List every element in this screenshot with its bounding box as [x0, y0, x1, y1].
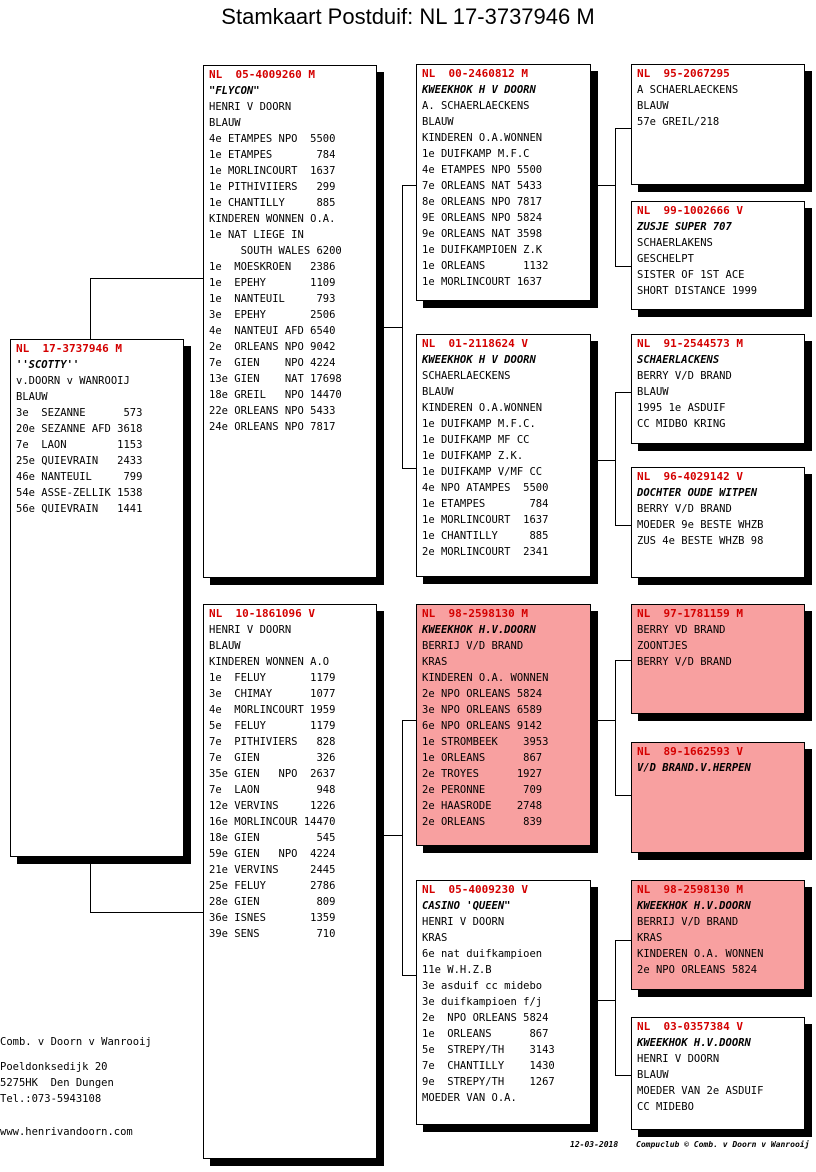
- info-line: 39e SENS 710: [209, 928, 336, 940]
- connector-line: [615, 392, 632, 393]
- info-line: BLAUW: [422, 116, 454, 128]
- info-line: 1e MORLINCOURT 1637: [422, 514, 549, 526]
- info-line: BERRY VD BRAND: [637, 624, 726, 636]
- ring-number: NL 91-2544573 M: [637, 337, 743, 350]
- info-line: SOUTH WALES 6200: [209, 245, 342, 257]
- info-line: 9e STREPY/TH 1267: [422, 1076, 555, 1088]
- info-line: 2e ORLEANS NPO 9042: [209, 341, 336, 353]
- info-line: 13e GIEN NAT 17698: [209, 373, 342, 385]
- pigeon-card-father: [203, 65, 377, 578]
- pigeon-card-father-mother: [416, 334, 591, 577]
- info-line: 6e NPO ORLEANS 9142: [422, 720, 543, 732]
- footer-date: 12-03-2018: [570, 1140, 619, 1149]
- ring-number: NL 01-2118624 V: [422, 337, 528, 350]
- info-line: 54e ASSE-ZELLIK 1538: [16, 487, 143, 499]
- ring-number: NL 00-2460812 M: [422, 67, 528, 80]
- ring-number: NL 03-0357384 V: [637, 1020, 743, 1033]
- ring-number: NL 05-4009230 V: [422, 883, 528, 896]
- info-line: 1e MORLINCOURT 1637: [209, 165, 336, 177]
- pigeon-name: "FLYCON": [209, 85, 260, 97]
- info-line: 2e NPO ORLEANS 5824: [422, 1012, 549, 1024]
- pigeon-name: CASINO 'QUEEN": [422, 900, 511, 912]
- owner-phone: Tel.:073-5943108: [0, 1093, 102, 1105]
- info-line: 1e MORLINCOURT 1637: [422, 276, 543, 288]
- info-line: 1e ETAMPES 784: [209, 149, 336, 161]
- info-line: 4e NPO ATAMPES 5500: [422, 482, 549, 494]
- connector-line: [402, 185, 417, 186]
- info-line: 1e DUIFKAMP MF CC: [422, 434, 530, 446]
- info-line: BERRIJ V/D BRAND: [422, 640, 524, 652]
- ring-number: NL 97-1781159 M: [637, 607, 743, 620]
- info-line: 6e nat duifkampioen: [422, 948, 543, 960]
- pigeon-name: DOCHTER OUDE WITPEN: [637, 487, 758, 499]
- pigeon-card-mff: [631, 604, 805, 714]
- connector-line: [615, 660, 632, 661]
- ring-number: NL 10-1861096 V: [209, 607, 315, 620]
- info-line: v.DOORN v WANROOIJ: [16, 375, 130, 387]
- info-line: MOEDER 9e BESTE WHZB: [637, 519, 764, 531]
- info-line: 18e GIEN 545: [209, 832, 336, 844]
- pigeon-name: ZUSJE SUPER 707: [637, 221, 732, 233]
- info-line: 7e LAON 1153: [16, 439, 143, 451]
- info-line: CC MIDEBO: [637, 1101, 694, 1113]
- connector-line: [402, 720, 403, 975]
- connector-line: [402, 720, 417, 721]
- connector-line: [402, 468, 417, 469]
- connector-line: [615, 795, 632, 796]
- info-line: KRAS: [637, 932, 663, 944]
- connector-line: [615, 1075, 632, 1076]
- info-line: BLAUW: [637, 386, 669, 398]
- info-line: BLAUW: [637, 100, 669, 112]
- info-line: 7e LAON 948: [209, 784, 336, 796]
- info-line: 4e MORLINCOURT 1959: [209, 704, 336, 716]
- info-line: HENRI V DOORN: [209, 101, 292, 113]
- info-line: BERRIJ V/D BRAND: [637, 916, 739, 928]
- info-line: KINDEREN WONNEN A.O: [209, 656, 330, 668]
- info-line: 24e ORLEANS NPO 7817: [209, 421, 336, 433]
- info-line: 7e GIEN 326: [209, 752, 336, 764]
- info-line: BERRY V/D BRAND: [637, 656, 732, 668]
- connector-line: [598, 185, 615, 186]
- connector-line: [615, 660, 616, 795]
- info-line: 25e QUIEVRAIN 2433: [16, 455, 143, 467]
- connector-line: [615, 392, 616, 525]
- info-line: BERRY V/D BRAND: [637, 370, 732, 382]
- info-line: SHORT DISTANCE 1999: [637, 285, 758, 297]
- connector-line: [598, 720, 615, 721]
- info-line: 1e NAT LIEGE IN: [209, 229, 304, 241]
- info-line: 36e ISNES 1359: [209, 912, 336, 924]
- pigeon-card-mother: [203, 604, 377, 1159]
- info-line: 1e CHANTILLY 885: [209, 197, 336, 209]
- info-line: 7e CHANTILLY 1430: [422, 1060, 555, 1072]
- info-line: 2e PERONNE 709: [422, 784, 543, 796]
- info-line: 1e ORLEANS 867: [422, 752, 543, 764]
- info-line: 1e MOESKROEN 2386: [209, 261, 336, 273]
- info-line: 7e GIEN NPO 4224: [209, 357, 336, 369]
- pigeon-name: SCHAERLACKENS: [637, 354, 720, 366]
- connector-line: [615, 128, 616, 266]
- connector-line: [598, 460, 615, 461]
- info-line: KINDEREN WONNEN O.A.: [209, 213, 336, 225]
- info-line: 1e PITHIVIIERS 299: [209, 181, 336, 193]
- pigeon-card-fff: [631, 64, 805, 185]
- info-line: 1e FELUY 1179: [209, 672, 336, 684]
- info-line: CC MIDBO KRING: [637, 418, 726, 430]
- info-line: 5e FELUY 1179: [209, 720, 336, 732]
- info-line: HENRI V DOORN: [637, 1053, 720, 1065]
- info-line: 4e ETAMPES NPO 5500: [422, 164, 543, 176]
- info-line: 1e DUIFKAMP Z.K.: [422, 450, 524, 462]
- info-line: 3e NPO ORLEANS 6589: [422, 704, 543, 716]
- info-line: BLAUW: [422, 386, 454, 398]
- info-line: 9e ORLEANS NAT 3598: [422, 228, 543, 240]
- pigeon-card-mother-mother: [416, 880, 591, 1125]
- info-line: SISTER OF 1ST ACE: [637, 269, 745, 281]
- info-line: 4e ETAMPES NPO 5500: [209, 133, 336, 145]
- info-line: BERRY V/D BRAND: [637, 503, 732, 515]
- pigeon-card-main: [10, 339, 184, 857]
- page-title: Stamkaart Postduif: NL 17-3737946 M: [221, 4, 595, 29]
- info-line: GESCHELPT: [637, 253, 694, 265]
- ring-number: NL 99-1002666 V: [637, 204, 743, 217]
- info-line: 35e GIEN NPO 2637: [209, 768, 336, 780]
- info-line: 1e STROMBEEK 3953: [422, 736, 549, 748]
- footer-credit: Compuclub © Comb. v Doorn v Wanrooij: [636, 1140, 810, 1149]
- pigeon-card-ffm: [631, 201, 805, 310]
- info-line: 7e ORLEANS NAT 5433: [422, 180, 543, 192]
- info-line: 3e duifkampioen f/j: [422, 996, 543, 1008]
- connector-line: [615, 128, 632, 129]
- pigeon-name: KWEEKHOK H.V.DOORN: [422, 624, 536, 636]
- connector-line: [90, 278, 91, 340]
- info-line: BLAUW: [16, 391, 48, 403]
- info-line: 7e PITHIVIERS 828: [209, 736, 336, 748]
- info-line: MOEDER VAN 2e ASDUIF: [637, 1085, 764, 1097]
- info-line: KRAS: [422, 932, 448, 944]
- info-line: KINDEREN O.A. WONNEN: [422, 672, 549, 684]
- info-line: 1e DUIFKAMP M.F.C: [422, 148, 530, 160]
- info-line: 2e ORLEANS 839: [422, 816, 543, 828]
- pigeon-name: ''SCOTTY'': [16, 359, 80, 371]
- info-line: 3e asduif cc midebo: [422, 980, 543, 992]
- info-line: 2e NPO ORLEANS 5824: [422, 688, 543, 700]
- pigeon-card-fmf: [631, 334, 805, 444]
- pigeon-card-fmm: [631, 467, 805, 578]
- info-line: BLAUW: [209, 640, 241, 652]
- info-line: KRAS: [422, 656, 448, 668]
- pigeon-card-mmf: [631, 880, 805, 990]
- ring-number: NL 05-4009260 M: [209, 68, 315, 81]
- pigeon-card-mmm: [631, 1017, 805, 1130]
- connector-line: [90, 278, 204, 279]
- ring-number: NL 98-2598130 M: [422, 607, 528, 620]
- connector-line: [598, 1000, 615, 1001]
- info-line: 3e EPEHY 2506: [209, 309, 336, 321]
- info-line: 9E ORLEANS NPO 5824: [422, 212, 543, 224]
- info-line: 2e TROYES 1927: [422, 768, 543, 780]
- connector-line: [384, 327, 402, 328]
- info-line: SCHAERLAECKENS: [422, 370, 511, 382]
- owner-city: 5275HK Den Dungen: [0, 1077, 114, 1089]
- info-line: 1e DUIFKAMP V/MF CC: [422, 466, 543, 478]
- pigeon-name: KWEEKHOK H.V.DOORN: [637, 1037, 751, 1049]
- connector-line: [90, 912, 204, 913]
- info-line: 1995 1e ASDUIF: [637, 402, 726, 414]
- info-line: BLAUW: [637, 1069, 669, 1081]
- owner-street: Poeldonksedijk 20: [0, 1061, 108, 1073]
- info-line: HENRI V DOORN: [422, 916, 505, 928]
- connector-line: [90, 857, 91, 912]
- info-line: 5e STREPY/TH 3143: [422, 1044, 555, 1056]
- owner-name: Comb. v Doorn v Wanrooij: [0, 1036, 152, 1048]
- connector-line: [615, 940, 616, 1075]
- pigeon-name: KWEEKHOK H V DOORN: [422, 84, 536, 96]
- info-line: 1e NANTEUIL 793: [209, 293, 336, 305]
- info-line: A. SCHAERLAECKENS: [422, 100, 530, 112]
- info-line: SCHAERLAKENS: [637, 237, 713, 249]
- info-line: 3e SEZANNE 573: [16, 407, 143, 419]
- pigeon-card-father-father: [416, 64, 591, 301]
- info-line: 2e MORLINCOURT 2341: [422, 546, 549, 558]
- connector-line: [615, 525, 632, 526]
- info-line: 1e DUIFKAMPIOEN Z.K: [422, 244, 543, 256]
- info-line: 1e DUIFKAMP M.F.C.: [422, 418, 536, 430]
- info-line: 16e MORLINCOUR 14470: [209, 816, 336, 828]
- info-line: KINDEREN O.A.WONNEN: [422, 402, 543, 414]
- ring-number: NL 95-2067295: [637, 67, 730, 80]
- pigeon-card-mfm: [631, 742, 805, 853]
- info-line: ZOONTJES: [637, 640, 688, 652]
- info-line: HENRI V DOORN: [209, 624, 292, 636]
- info-line: 1e ORLEANS 1132: [422, 260, 549, 272]
- ring-number: NL 17-3737946 M: [16, 342, 122, 355]
- info-line: 25e FELUY 2786: [209, 880, 336, 892]
- ring-number: NL 96-4029142 V: [637, 470, 743, 483]
- info-line: 2e HAASRODE 2748: [422, 800, 543, 812]
- info-line: 1e ORLEANS 867: [422, 1028, 549, 1040]
- info-line: 56e QUIEVRAIN 1441: [16, 503, 143, 515]
- info-line: KINDEREN O.A.WONNEN: [422, 132, 543, 144]
- info-line: 28e GIEN 809: [209, 896, 336, 908]
- connector-line: [615, 266, 632, 267]
- info-line: 2e NPO ORLEANS 5824: [637, 964, 758, 976]
- info-line: 3e CHIMAY 1077: [209, 688, 336, 700]
- info-line: 21e VERVINS 2445: [209, 864, 336, 876]
- info-line: 8e ORLEANS NPO 7817: [422, 196, 543, 208]
- info-line: 20e SEZANNE AFD 3618: [16, 423, 143, 435]
- connector-line: [402, 185, 403, 468]
- info-line: 1e EPEHY 1109: [209, 277, 336, 289]
- pigeon-name: KWEEKHOK H V DOORN: [422, 354, 536, 366]
- info-line: 12e VERVINS 1226: [209, 800, 336, 812]
- info-line: A SCHAERLAECKENS: [637, 84, 739, 96]
- info-line: 57e GREIL/218: [637, 116, 720, 128]
- pigeon-card-mother-father: [416, 604, 591, 846]
- info-line: 1e CHANTILLY 885: [422, 530, 549, 542]
- info-line: 1e ETAMPES 784: [422, 498, 549, 510]
- connector-line: [615, 940, 632, 941]
- info-line: 11e W.H.Z.B: [422, 964, 492, 976]
- ring-number: NL 98-2598130 M: [637, 883, 743, 896]
- info-line: 46e NANTEUIL 799: [16, 471, 143, 483]
- pigeon-name: V/D BRAND.V.HERPEN: [637, 762, 751, 774]
- info-line: 18e GREIL NPO 14470: [209, 389, 342, 401]
- info-line: ZUS 4e BESTE WHZB 98: [637, 535, 764, 547]
- info-line: 59e GIEN NPO 4224: [209, 848, 336, 860]
- info-line: 22e ORLEANS NPO 5433: [209, 405, 336, 417]
- connector-line: [402, 975, 417, 976]
- info-line: KINDEREN O.A. WONNEN: [637, 948, 764, 960]
- owner-website: www.henrivandoorn.com: [0, 1126, 133, 1138]
- connector-line: [384, 835, 402, 836]
- info-line: 4e NANTEUI AFD 6540: [209, 325, 336, 337]
- info-line: BLAUW: [209, 117, 241, 129]
- pigeon-name: KWEEKHOK H.V.DOORN: [637, 900, 751, 912]
- info-line: MOEDER VAN O.A.: [422, 1092, 517, 1104]
- ring-number: NL 89-1662593 V: [637, 745, 743, 758]
